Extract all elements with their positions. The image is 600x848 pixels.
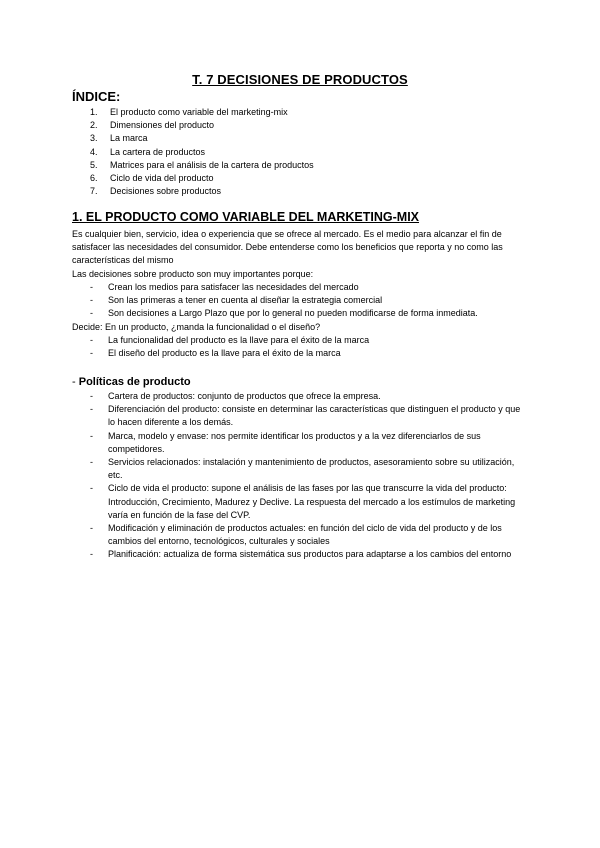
bullet-dash: - bbox=[90, 308, 93, 319]
toc-item bbox=[90, 185, 314, 198]
toc-item-number: 4. bbox=[90, 146, 98, 157]
toc-item-label: Matrices para el análisis de la cartera de productos bbox=[110, 159, 314, 170]
document-title: T. 7 DECISIONES DE PRODUCTOS bbox=[192, 72, 408, 87]
list-item bbox=[90, 522, 528, 548]
list-item bbox=[90, 294, 530, 307]
toc-item bbox=[90, 132, 314, 145]
importance-intro: Las decisiones sobre producto son muy importantes porque: bbox=[72, 269, 314, 279]
list-item-text: Marca, modelo y envase: nos permite identificar los productos y a la vez diferenciarlos de sus competidores. bbox=[108, 430, 481, 454]
toc-item-number: 1. bbox=[90, 107, 98, 117]
list-item-text: Diferenciación del producto: consiste en determinar las características que distinguen el producto y que lo hacen diferente a los demás. bbox=[108, 404, 521, 428]
index-heading: ÍNDICE: bbox=[72, 89, 121, 104]
list-item bbox=[90, 281, 530, 294]
toc-item bbox=[90, 159, 314, 172]
toc-item bbox=[90, 119, 314, 132]
definition-paragraph: Es cualquier bien, servicio, idea o experiencia que se ofrece al mercado. Es el medio para alcanzar el fin de satisfacer las necesidades del consumidor. Debe entenderse como los beneficios que reporta y no como las características del mismo bbox=[72, 229, 503, 266]
toc-item-label: La marca bbox=[110, 133, 148, 144]
bullet-dash: - bbox=[90, 282, 93, 292]
toc-item bbox=[90, 106, 314, 119]
bullet-dash: - bbox=[90, 391, 93, 401]
table-of-contents bbox=[90, 106, 314, 198]
toc-item-number: 7. bbox=[90, 186, 98, 197]
list-item bbox=[90, 334, 530, 347]
list-item bbox=[90, 482, 528, 522]
list-item bbox=[90, 347, 530, 360]
toc-item-number: 3. bbox=[90, 133, 98, 144]
subsection-title: Políticas de producto bbox=[78, 376, 191, 388]
list-item-text: Planificación: actualiza de forma sistemática sus productos para adaptarse a los cambios del entorno bbox=[108, 549, 512, 560]
bullet-dash: - bbox=[90, 483, 93, 494]
bullet-dash: - bbox=[90, 430, 93, 441]
question-options-list bbox=[90, 334, 530, 360]
toc-item-number: 5. bbox=[90, 159, 98, 170]
toc-item-label: El producto como variable del marketing-mix bbox=[110, 107, 288, 117]
toc-item-number: 2. bbox=[90, 120, 98, 131]
list-item-text: Crean los medios para satisfacer las necesidades del mercado bbox=[108, 282, 359, 292]
list-item bbox=[90, 390, 528, 403]
list-item bbox=[90, 456, 528, 482]
toc-item-label: Ciclo de vida del producto bbox=[110, 172, 214, 183]
bullet-dash: - bbox=[90, 457, 93, 468]
bullet-dash: - bbox=[90, 523, 93, 534]
list-item-text: El diseño del producto es la llave para el éxito de la marca bbox=[108, 348, 341, 359]
list-item-text: Son las primeras a tener en cuenta al diseñar la estrategia comercial bbox=[108, 295, 383, 306]
toc-item-label: Dimensiones del producto bbox=[110, 120, 215, 131]
list-item-text: Modificación y eliminación de productos actuales: en función del ciclo de vida del producto y de los cambios del entorno, tecnológicos, culturales y sociales bbox=[108, 523, 502, 547]
list-item-text: Servicios relacionados: instalación y mantenimiento de productos, asesoramiento sobre su utilización, etc. bbox=[108, 457, 515, 481]
list-item bbox=[90, 430, 528, 456]
toc-item-label: Decisiones sobre productos bbox=[110, 186, 222, 197]
bullet-dash: - bbox=[90, 404, 93, 415]
list-item bbox=[90, 307, 530, 320]
subsection-heading bbox=[72, 376, 191, 388]
toc-item bbox=[90, 172, 314, 185]
toc-item bbox=[90, 146, 314, 159]
bullet-dash: - bbox=[90, 335, 93, 345]
list-item-text: Son decisiones a Largo Plazo que por lo general no pueden modificarse de forma inmediata. bbox=[108, 308, 478, 319]
list-item bbox=[90, 548, 528, 561]
toc-item-label: La cartera de productos bbox=[110, 146, 206, 157]
list-item-text: Ciclo de vida el producto: supone el análisis de las fases por las que transcurre la vida del producto: Introducción, Crecimiento, Madurez y Declive. La respuesta del mercado a los estímulos de marketing varía en función de la fase del CVP. bbox=[108, 483, 516, 520]
section-heading: 1. EL PRODUCTO COMO VARIABLE DEL MARKETING-MIX bbox=[72, 210, 420, 224]
list-item-text: La funcionalidad del producto es la llave para el éxito de la marca bbox=[108, 335, 370, 345]
bullet-dash: - bbox=[90, 549, 93, 560]
list-item bbox=[90, 403, 528, 429]
list-item-text: Cartera de productos: conjunto de productos que ofrece la empresa. bbox=[108, 391, 381, 401]
toc-item-number: 6. bbox=[90, 172, 98, 183]
bullet-dash: - bbox=[90, 348, 93, 359]
policies-list bbox=[90, 390, 528, 562]
bullet-dash: - bbox=[90, 295, 93, 306]
subsection-prefix: - bbox=[72, 376, 79, 388]
question-text: Decide: En un producto, ¿manda la funcionalidad o el diseño? bbox=[72, 322, 321, 332]
importance-list bbox=[90, 281, 530, 321]
